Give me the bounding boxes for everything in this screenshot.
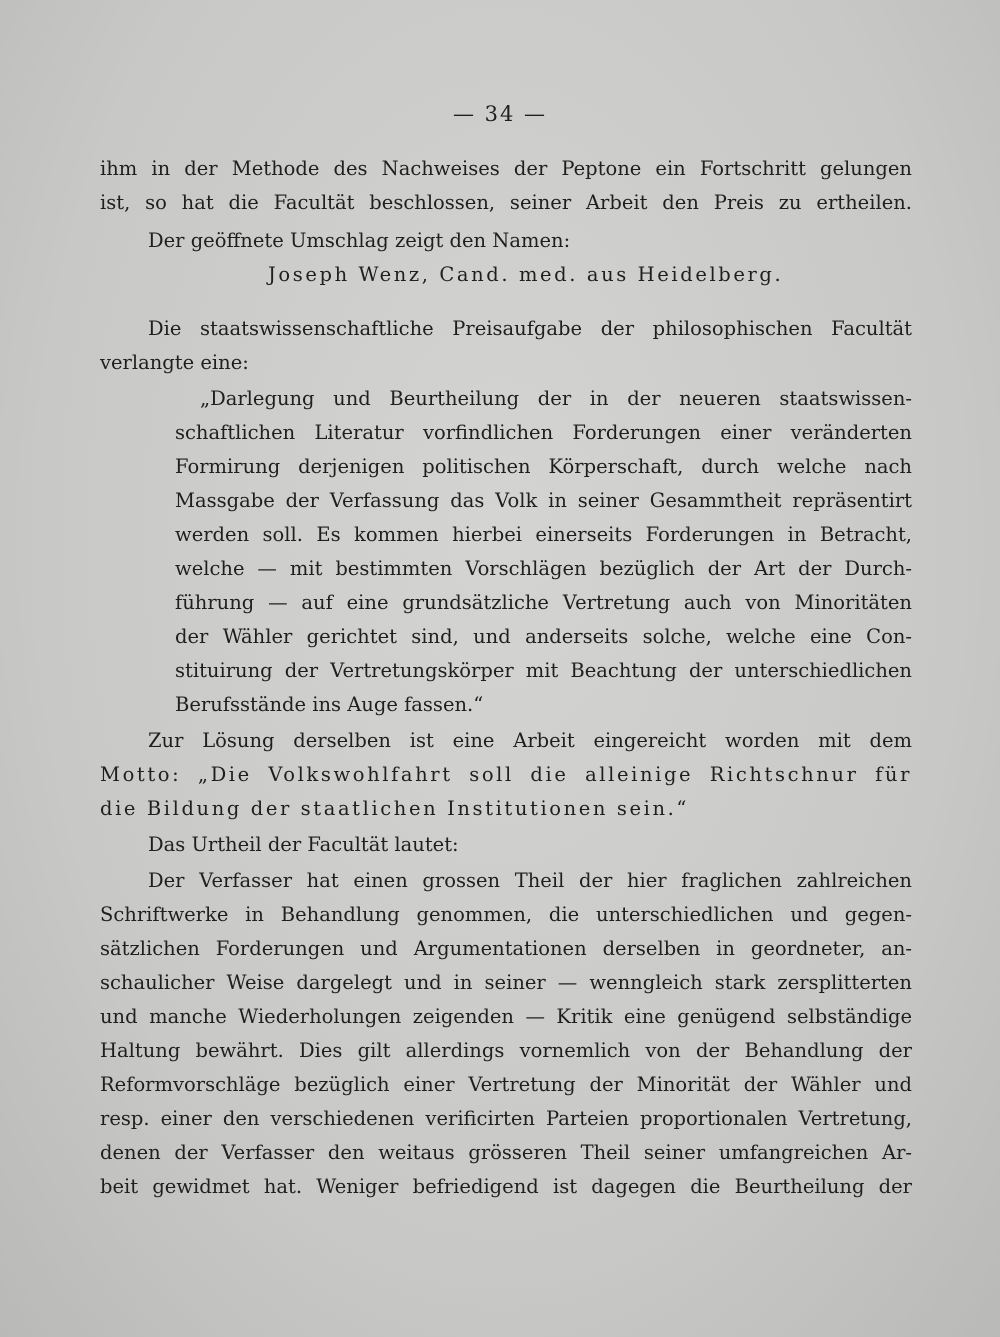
text-line: ihm in der Methode des Nachweises der Peptone ein Fortschritt gelungen (100, 157, 912, 180)
text-line: ist, so hat die Facultät beschlossen, seiner Arbeit den Preis zu ertheilen. (100, 191, 912, 214)
text-line: Massgabe der Verfassung das Volk in seiner Gesammtheit repräsentirt (175, 489, 912, 512)
text-line: Berufsstände ins Auge fassen.“ (175, 693, 484, 716)
text-line: schaftlichen Literatur vorfindlichen Forderungen einer veränderten (175, 421, 912, 444)
text-line: denen der Verfasser den weitaus grösseren Theil seiner umfangreichen Ar- (100, 1141, 912, 1164)
text-line: Haltung bewährt. Dies gilt allerdings vornemlich von der Behandlung der (100, 1039, 912, 1062)
text-line: werden soll. Es kommen hierbei einerseits Forderungen in Betracht, (175, 523, 912, 546)
text-line: Formirung derjenigen politischen Körperschaft, durch welche nach (175, 455, 912, 478)
text-line: beit gewidmet hat. Weniger befriedigend ist dagegen die Beurtheilung der (100, 1175, 912, 1198)
text-line: führung — auf eine grundsätzliche Vertretung auch von Minoritäten (175, 591, 912, 614)
text-line: Zur Lösung derselben ist eine Arbeit eingereicht worden mit dem (148, 729, 912, 752)
page-number: — 34 — (452, 102, 548, 126)
text-line: und manche Wiederholungen zeigenden — Kritik eine genügend selbständige (100, 1005, 912, 1028)
text-line: sätzlichen Forderungen und Argumentationen derselben in geordneter, an- (100, 937, 912, 960)
text-line: Die staatswissenschaftliche Preisaufgabe der philosophischen Facultät (148, 317, 912, 340)
text-line: stituirung der Vertretungskörper mit Beachtung der unterschiedlichen (175, 659, 912, 682)
text-line: Schriftwerke in Behandlung genommen, die unterschiedlichen und gegen- (100, 903, 912, 926)
text-line: Motto: „Die Volkswohlfahrt soll die alleinige Richtschnur für (100, 763, 912, 786)
text-line: welche — mit bestimmten Vorschlägen bezüglich der Art der Durch- (175, 557, 912, 580)
text-line: Der Verfasser hat einen grossen Theil der hier fraglichen zahlreichen (148, 869, 912, 892)
text-line: der Wähler gerichtet sind, und anderseits solche, welche eine Con- (175, 625, 912, 648)
text-line: Der geöffnete Umschlag zeigt den Namen: (148, 229, 571, 252)
text-line: schaulicher Weise dargelegt und in seiner — wenngleich stark zersplitterten (100, 971, 912, 994)
text-line: resp. einer den verschiedenen verificirten Parteien proportionalen Vertretung, (100, 1107, 912, 1130)
text-line: verlangte eine: (100, 351, 249, 374)
text-line: Reformvorschläge bezüglich einer Vertretung der Minorität der Wähler und (100, 1073, 912, 1096)
text-line: die Bildung der staatlichen Institutionen sein.“ (100, 797, 689, 820)
text-line: Joseph Wenz, Cand. med. aus Heidelberg. (268, 263, 784, 286)
text-line: „Darlegung und Beurtheilung der in der neueren staatswissen- (200, 387, 912, 410)
text-line: Das Urtheil der Facultät lautet: (148, 833, 459, 856)
